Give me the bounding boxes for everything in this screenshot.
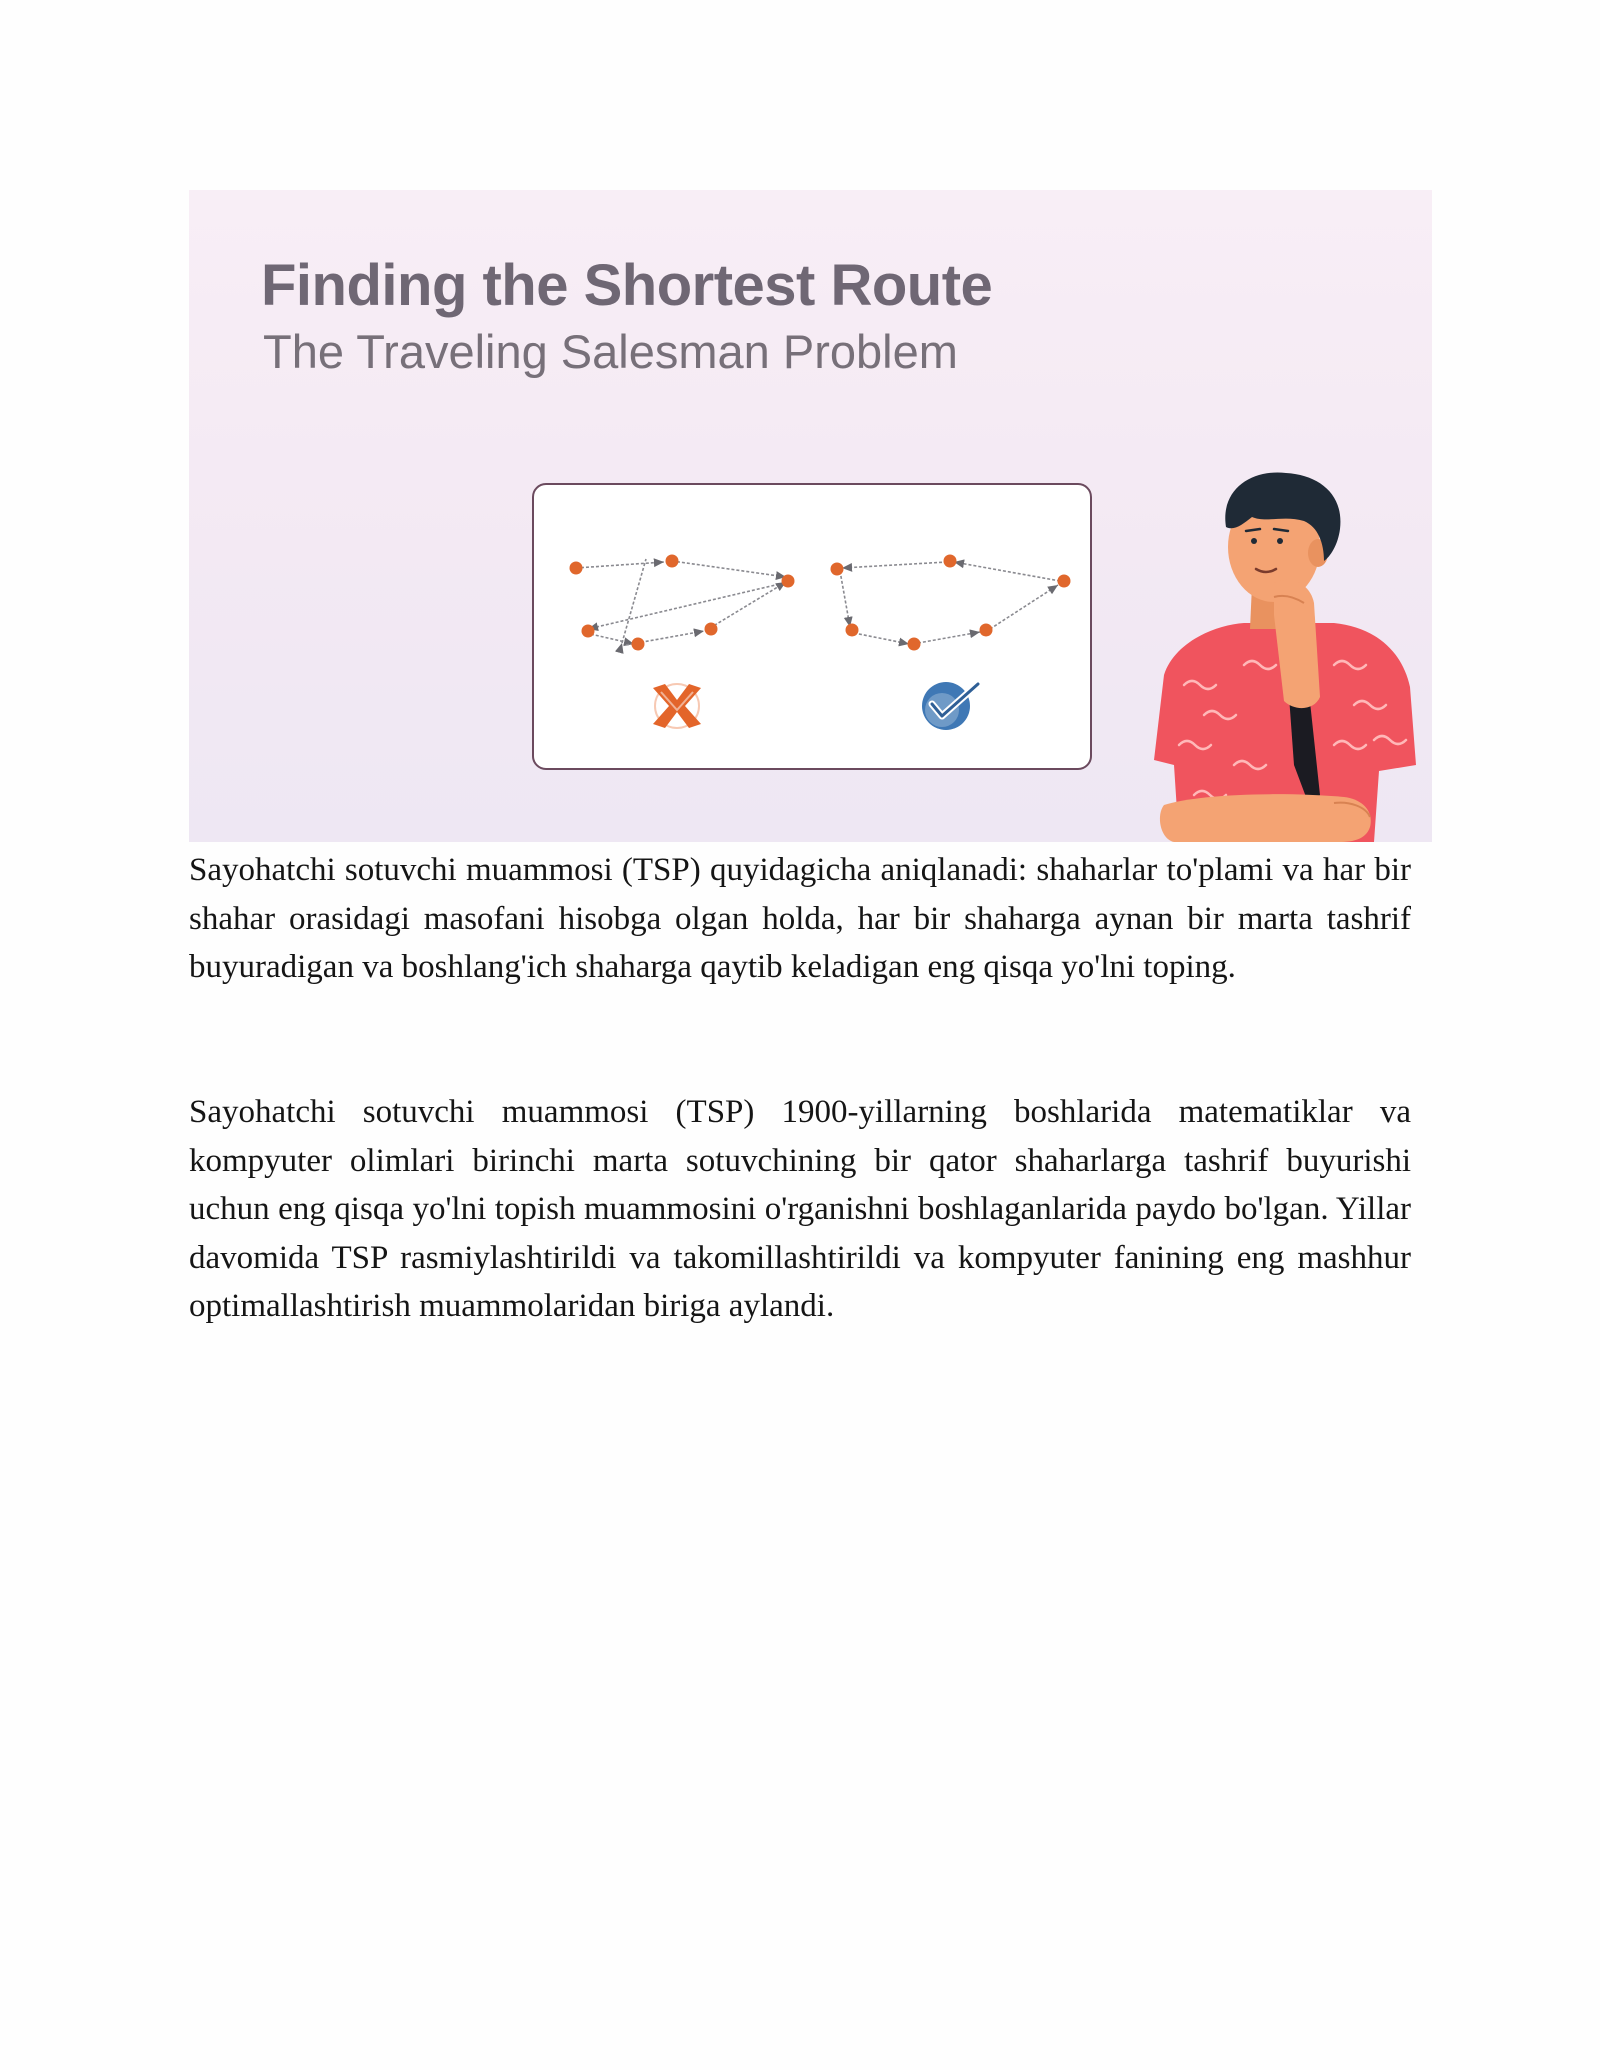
- route-diagrams: [534, 485, 1090, 768]
- check-mark-icon: [922, 682, 978, 730]
- tsp-illustration-banner: [189, 190, 1432, 842]
- route-comparison-card: [532, 483, 1092, 770]
- thinking-person-illustration: [1134, 465, 1432, 842]
- cross-mark-icon: [653, 684, 701, 728]
- inefficient-route-graph: [576, 559, 786, 645]
- paragraph-tsp-definition: Sayohatchi sotuvchi muammosi (TSP) quyidagicha aniqlanadi: shaharlar to'plami va har bir shahar orasidagi masofani hisobga olgan holda, har bir shaharga aynan bir marta tashrif buyuradigan va boshlang'ich shaharga qaytib keladigan eng qisqa yo'lni toping.: [189, 852, 1411, 985]
- inefficient-route-nodes: [570, 555, 795, 651]
- optimal-route-graph: [840, 562, 1060, 644]
- paragraph-tsp-history: Sayohatchi sotuvchi muammosi (TSP) 1900-yillarning boshlarida matematiklar va kompyuter olimlari birinchi marta sotuvchining bir qator shaharlarga tashrif buyurishi uchun eng qisqa yo'lni topish muammosini o'rganishni boshlaganlarida paydo bo'lgan. Yillar davomida TSP rasmiylashtirildi va takomillashtirildi va kompyuter fanining eng mashhur optimallashtirish muammolaridan biriga aylandi.: [189, 1094, 1411, 1324]
- banner-subtitle: The Traveling Salesman Problem: [263, 325, 958, 378]
- banner-title: Finding the Shortest Route: [261, 253, 993, 318]
